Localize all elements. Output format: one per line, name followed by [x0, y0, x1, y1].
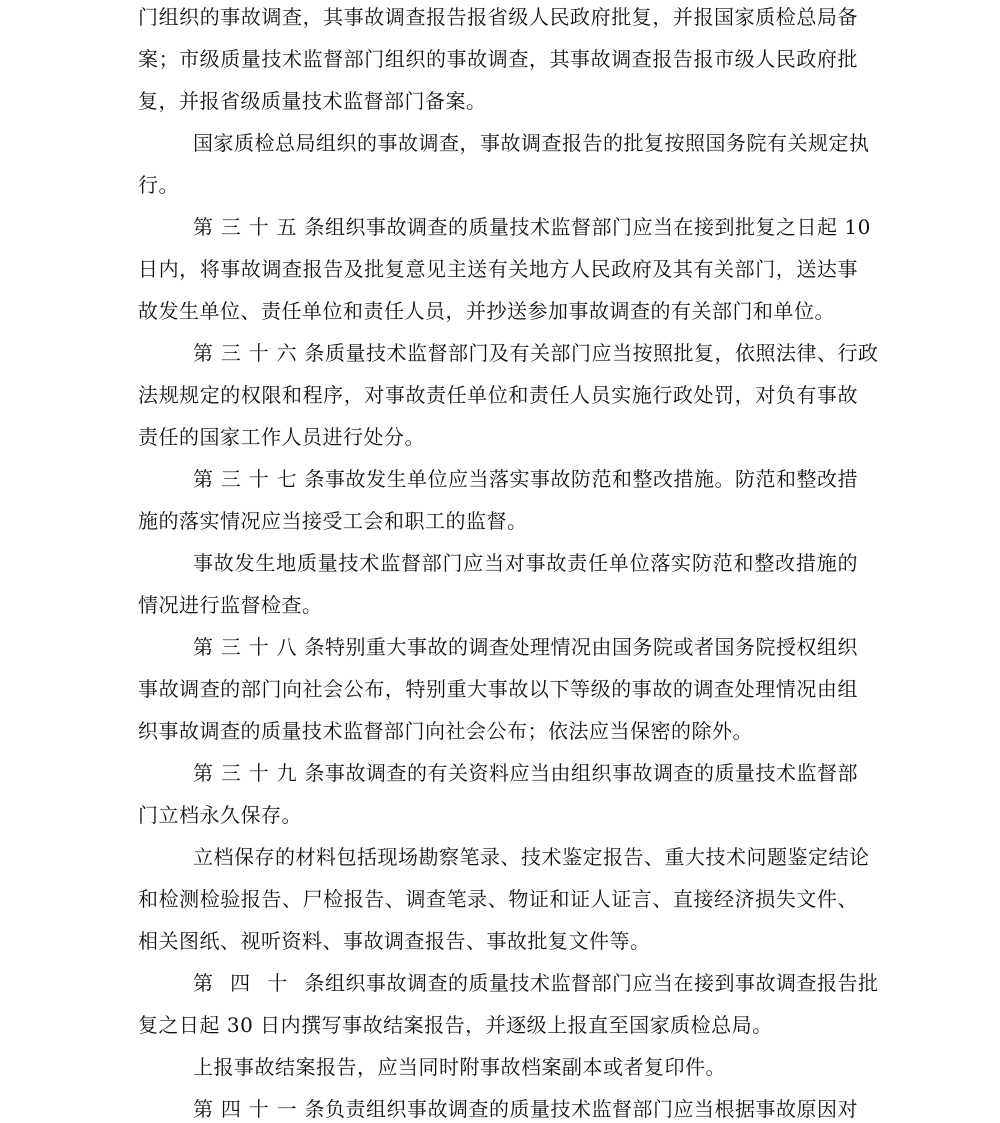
article-text: 事故调查的有关资料应当由组织事故调查的质量技术监督部 — [325, 761, 858, 785]
article-text: 事故发生单位应当落实事故防范和整改措施。防范和整改措 — [325, 467, 858, 491]
text-line: 和检测检验报告、尸检报告、调查笔录、物证和证人证言、直接经济损失文件、 — [138, 887, 858, 911]
article-text: 特别重大事故的调查处理情况由国务院或者国务院授权组织 — [325, 635, 858, 659]
text-line: 情况进行监督检查。 — [138, 593, 323, 617]
article-label: 第三十六条 — [193, 341, 325, 365]
paragraph-first-line: 事故发生地质量技术监督部门应当对事故责任单位落实防范和整改措施的 — [193, 551, 858, 575]
text-line: 门立档永久保存。 — [138, 803, 302, 827]
paragraph-first-line: 上报事故结案报告，应当同时附事故档案副本或者复印件。 — [193, 1055, 726, 1079]
article-37-first-line — [193, 465, 858, 493]
article-41-first-line — [193, 1095, 858, 1123]
paragraph-first-line: 立档保存的材料包括现场勘察笔录、技术鉴定报告、重大技术问题鉴定结论 — [193, 845, 870, 869]
text-line: 故发生单位、责任单位和责任人员，并抄送参加事故调查的有关部门和单位。 — [138, 299, 835, 323]
article-36-first-line — [193, 339, 879, 367]
text-line: 事故调查的部门向社会公布，特别重大事故以下等级的事故的调查处理情况由组 — [138, 677, 858, 701]
article-40-first-line — [193, 969, 879, 997]
text-line: 法规规定的权限和程序，对事故责任单位和责任人员实施行政处罚，对负有事故 — [138, 383, 858, 407]
text-line: 行。 — [138, 173, 179, 197]
article-35-first-line — [193, 213, 871, 241]
text-line: 织事故调查的质量技术监督部门向社会公布；依法应当保密的除外。 — [138, 719, 753, 743]
article-39-first-line — [193, 759, 858, 787]
article-label: 第三十五条 — [193, 215, 325, 239]
text-line: 日内，将事故调查报告及批复意见主送有关地方人民政府及其有关部门，送达事 — [138, 257, 858, 281]
text-line: 门组织的事故调查，其事故调查报告报省级人民政府批复，并报国家质检总局备 — [138, 5, 858, 29]
article-label: 第四十条 — [193, 971, 325, 995]
text-line: 相关图纸、视听资料、事故调查报告、事故批复文件等。 — [138, 929, 651, 953]
article-label: 第三十九条 — [193, 761, 325, 785]
article-label: 第三十七条 — [193, 467, 325, 491]
article-text: 组织事故调查的质量技术监督部门应当在接到事故调查报告批 — [325, 971, 879, 995]
paragraph-first-line: 国家质检总局组织的事故调查，事故调查报告的批复按照国务院有关规定执 — [193, 131, 870, 155]
article-text: 负责组织事故调查的质量技术监督部门应当根据事故原因对 — [325, 1097, 858, 1121]
text-line: 责任的国家工作人员进行处分。 — [138, 425, 425, 449]
article-label: 第三十八条 — [193, 635, 325, 659]
text-line: 案；市级质量技术监督部门组织的事故调查，其事故调查报告报市级人民政府批 — [138, 47, 858, 71]
article-label: 第四十一条 — [193, 1097, 325, 1121]
text-line: 复，并报省级质量技术监督部门备案。 — [138, 89, 487, 113]
article-text: 质量技术监督部门及有关部门应当按照批复，依照法律、行政 — [325, 341, 879, 365]
article-text: 组织事故调查的质量技术监督部门应当在接到批复之日起 10 — [325, 215, 871, 239]
text-line: 复之日起 30 日内撰写事故结案报告，并逐级上报直至国家质检总局。 — [138, 1013, 773, 1037]
text-line: 施的落实情况应当接受工会和职工的监督。 — [138, 509, 528, 533]
article-38-first-line — [193, 633, 858, 661]
